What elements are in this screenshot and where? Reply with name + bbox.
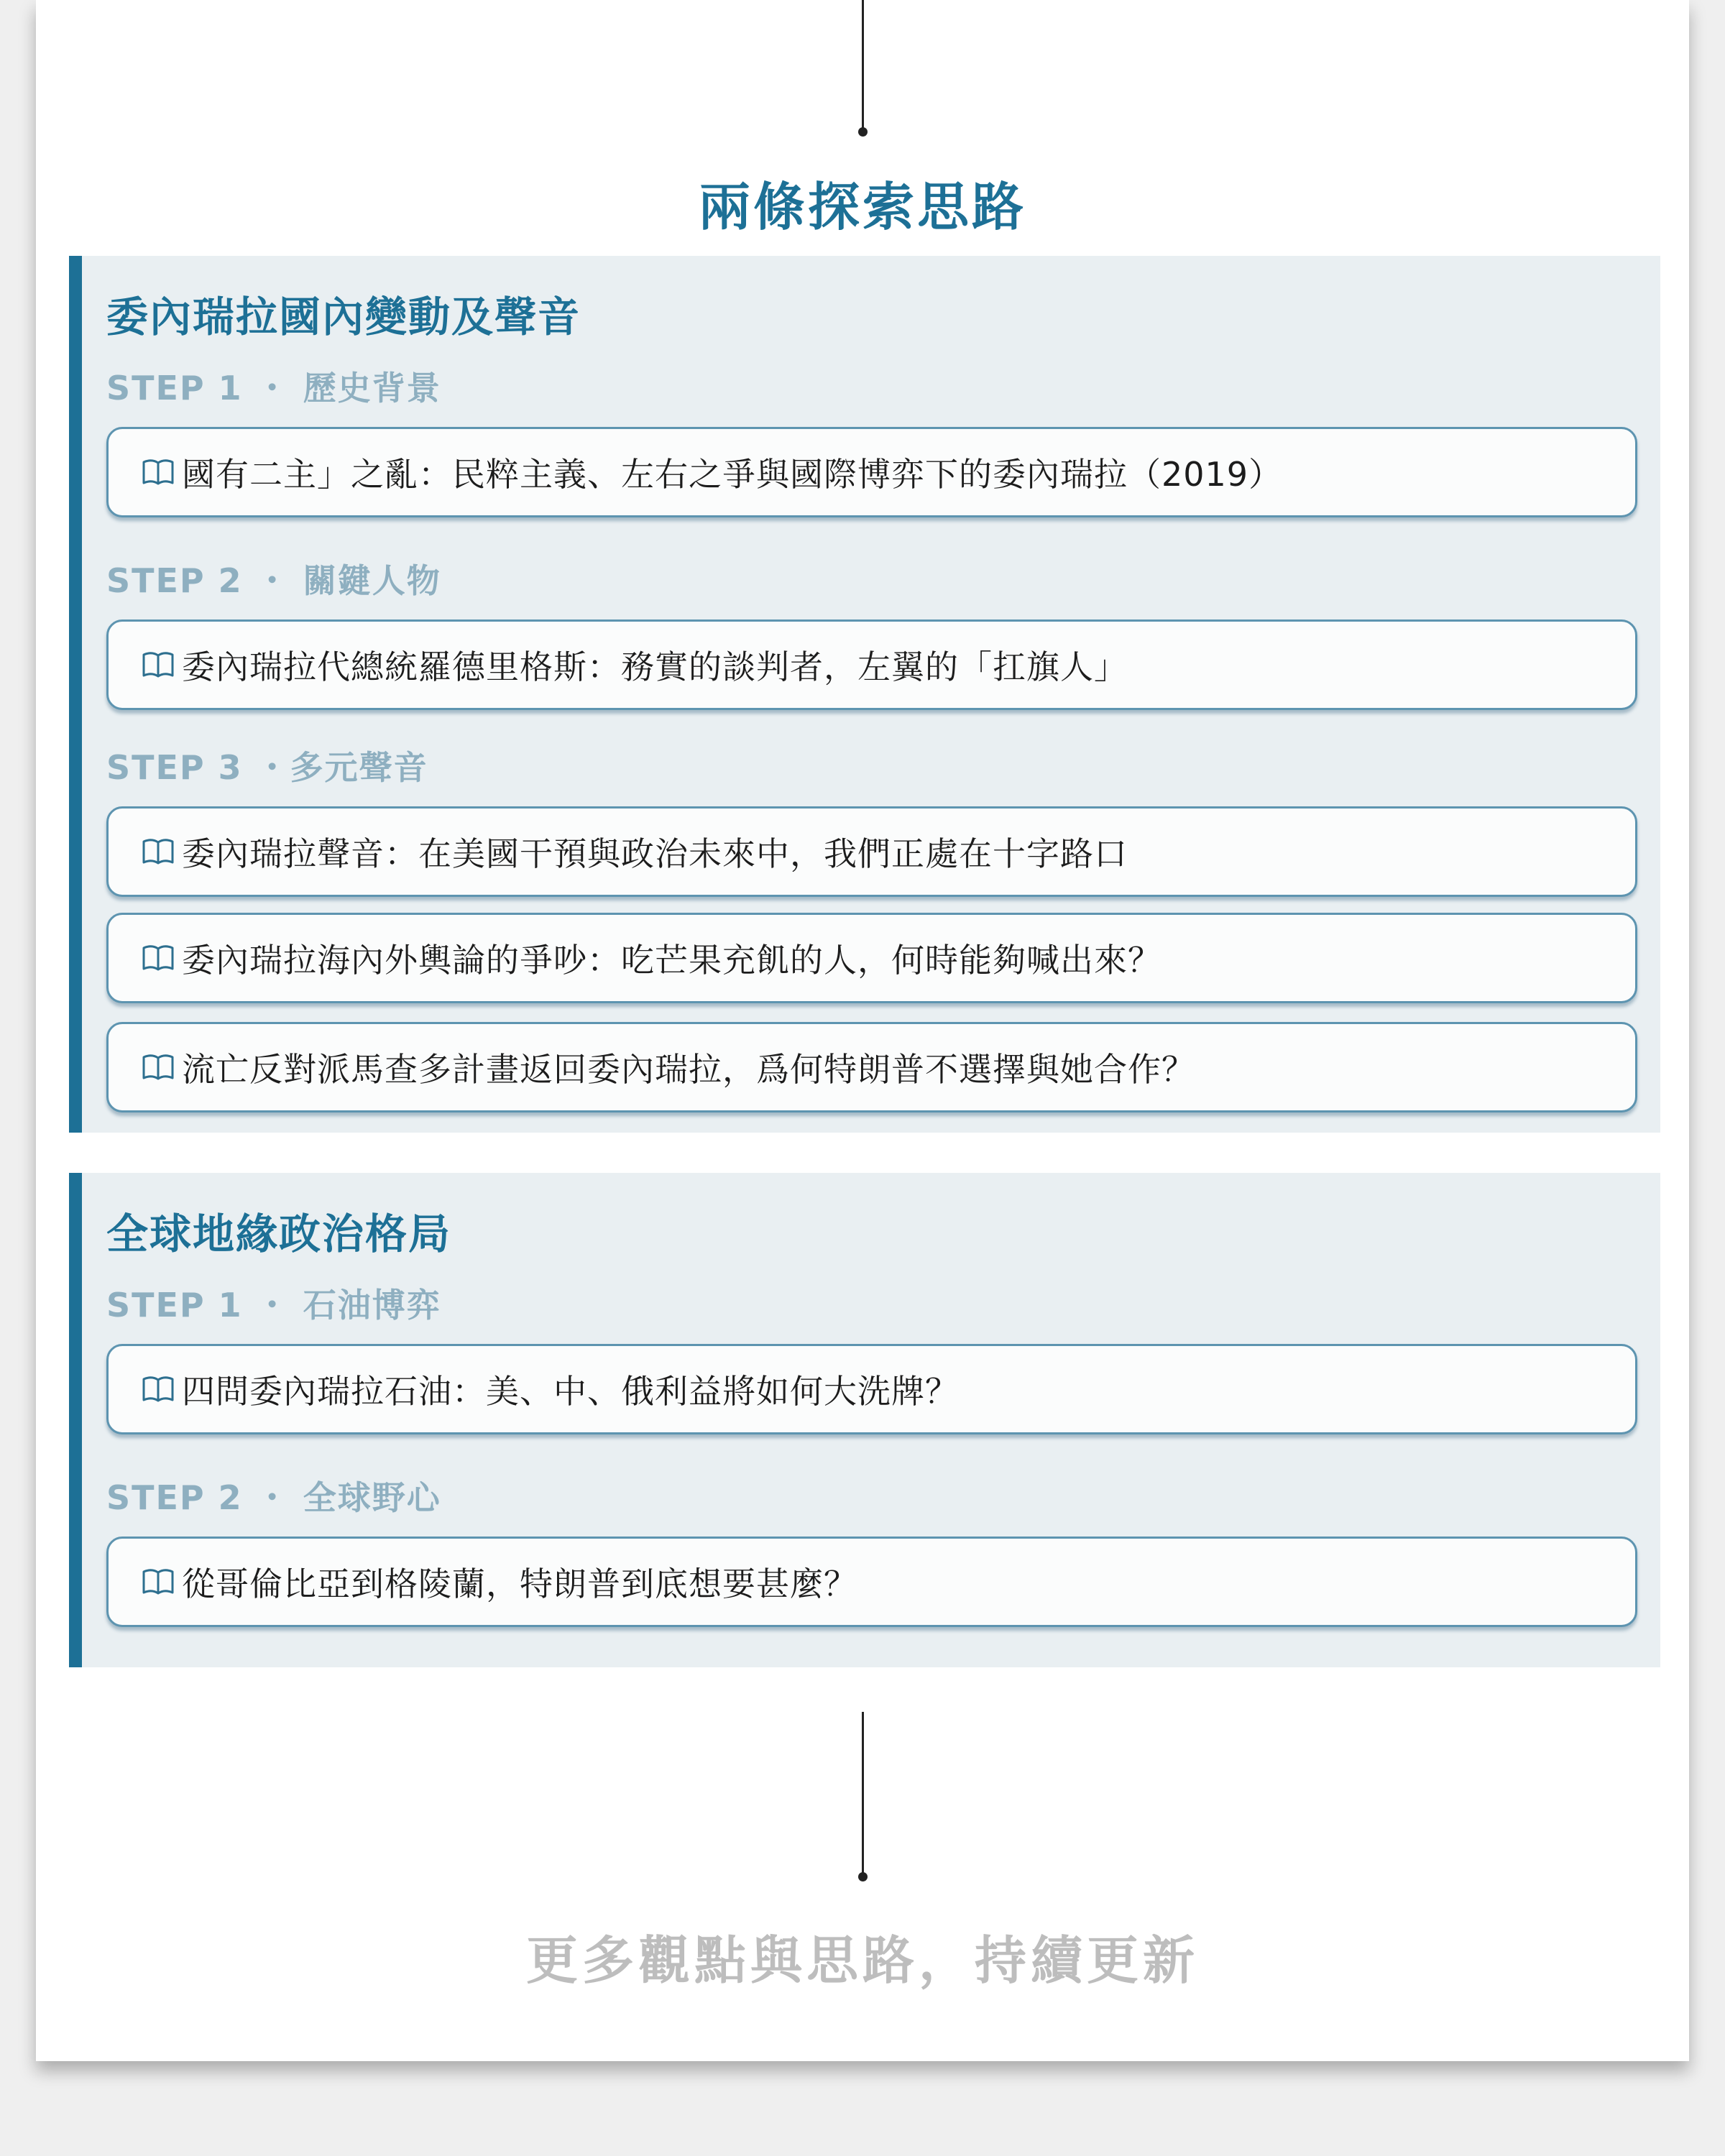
article-title: 四問委內瑞拉石油：美、中、俄利益將如何大洗牌？: [182, 1372, 959, 1411]
book-icon: [142, 1053, 175, 1082]
book-icon: [142, 944, 175, 972]
article-link[interactable]: [106, 1537, 1637, 1627]
step-label: STEP 1 ・ 石油博弈: [106, 1286, 441, 1325]
article-link[interactable]: [106, 1022, 1637, 1112]
article-title: 流亡反對派馬查多計畫返回委內瑞拉，爲何特朗普不選擇與她合作？: [182, 1050, 1195, 1089]
book-icon: [142, 650, 175, 679]
article-title: 從哥倫比亞到格陵蘭，特朗普到底想要甚麼？: [182, 1565, 857, 1603]
article-link[interactable]: [106, 619, 1637, 710]
article-link[interactable]: [106, 806, 1637, 897]
article-title: 委內瑞拉聲音：在美國干預與政治未來中，我們正處在十字路口: [182, 834, 1128, 873]
book-icon: [142, 837, 175, 866]
article-title: 委內瑞拉代總統羅德里格斯：務實的談判者，左翼的「扛旗人」: [182, 648, 1128, 686]
connector-dot: [858, 127, 868, 137]
book-icon: [142, 1567, 175, 1596]
article-link[interactable]: [106, 1344, 1637, 1434]
section-title: 全球地緣政治格局: [106, 1210, 452, 1258]
footer-note: 更多觀點與思路，持續更新: [525, 1930, 1199, 1991]
section-global-geopolitics: [69, 1173, 1660, 1667]
connector-line-bottom: [862, 1712, 864, 1876]
article-link[interactable]: [106, 427, 1637, 517]
book-icon: [142, 1375, 175, 1404]
step-label: STEP 2 ・ 關鍵人物: [106, 561, 441, 600]
article-title: 委內瑞拉海內外輿論的爭吵：吃芒果充飢的人，何時能夠喊出來？: [182, 941, 1162, 980]
connector-dot: [858, 1872, 868, 1881]
step-label: STEP 3 ・多元聲音: [106, 748, 428, 787]
section-venezuela-domestic: [69, 256, 1660, 1133]
article-page: [36, 0, 1689, 2061]
connector-line-top: [862, 0, 864, 131]
page-title: 兩條探索思路: [698, 177, 1026, 237]
article-title: 國有二主」之亂：民粹主義、左右之爭與國際博弈下的委內瑞拉（2019）: [182, 455, 1283, 494]
article-link[interactable]: [106, 913, 1637, 1003]
step-label: STEP 1 ・ 歷史背景: [106, 369, 441, 407]
section-title: 委內瑞拉國內變動及聲音: [106, 292, 581, 341]
book-icon: [142, 458, 175, 487]
step-label: STEP 2 ・ 全球野心: [106, 1478, 441, 1517]
